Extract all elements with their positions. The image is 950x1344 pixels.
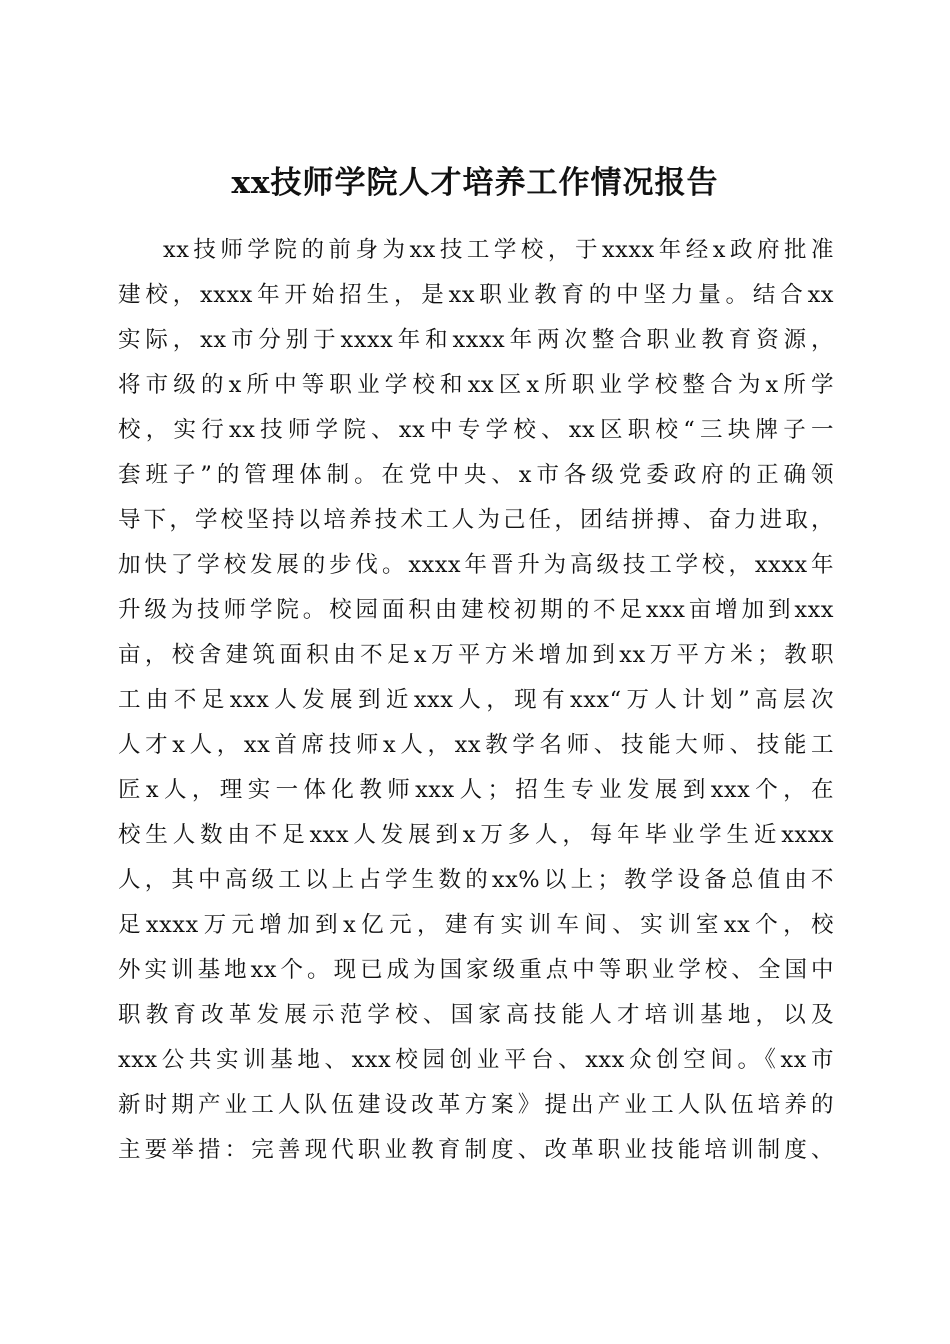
paragraph-line: 升级为技师学院。校园面积由建校初期的不足xxx亩增加到xxx: [118, 597, 834, 623]
document-title: xx技师学院人才培养工作情况报告: [231, 164, 719, 201]
paragraph-line: 人才x人，xx首席技师x人，xx教学名师、技能大师、技能工: [118, 732, 834, 758]
paragraph-line: 工由不足xxx人发展到近xxx人，现有xxx“万人计划”高层次: [118, 687, 834, 713]
paragraph-line: 亩，校舍建筑面积由不足x万平方米增加到xx万平方米；教职: [118, 642, 834, 668]
paragraph-line: xxx公共实训基地、xxx校园创业平台、xxx众创空间。《xx市: [118, 1047, 834, 1073]
paragraph-line: 套班子”的管理体制。在党中央、x市各级党委政府的正确领: [118, 462, 834, 488]
paragraph-line: 实际，xx市分别于xxxx年和xxxx年两次整合职业教育资源，: [118, 327, 834, 353]
paragraph-line: 将市级的x所中等职业学校和xx区x所职业学校整合为x所学: [118, 372, 834, 398]
paragraph-line: 校生人数由不足xxx人发展到x万多人，每年毕业学生近xxxx: [118, 822, 834, 848]
paragraph-line: 建校，xxxx年开始招生，是xx职业教育的中坚力量。结合xx: [118, 282, 834, 308]
paragraph-line: 校，实行xx技师学院、xx中专学校、xx区职校“三块牌子一: [118, 417, 834, 443]
paragraph-line: 职教育改革发展示范学校、国家高技能人才培训基地，以及: [118, 1002, 834, 1028]
paragraph-line: 足xxxx万元增加到x亿元，建有实训车间、实训室xx个，校: [118, 912, 834, 938]
paragraph-line: xx技师学院的前身为xx技工学校，于xxxx年经x政府批准: [163, 237, 834, 263]
body-paragraph: [118, 228, 834, 1173]
paragraph-line: 导下，学校坚持以培养技术工人为己任，团结拼搏、奋力进取，: [118, 507, 834, 533]
paragraph-line: 加快了学校发展的步伐。xxxx年晋升为高级技工学校，xxxx年: [118, 552, 834, 578]
paragraph-line: 外实训基地xx个。现已成为国家级重点中等职业学校、全国中: [118, 957, 834, 983]
paragraph-line: 人，其中高级工以上占学生数的xx%以上；教学设备总值由不: [118, 867, 834, 893]
paragraph-line: 新时期产业工人队伍建设改革方案》提出产业工人队伍培养的: [118, 1092, 834, 1118]
paragraph-line: 主要举措：完善现代职业教育制度、改革职业技能培训制度、: [118, 1137, 834, 1163]
paragraph-line: 匠x人，理实一体化教师xxx人；招生专业发展到xxx个，在: [118, 777, 834, 803]
